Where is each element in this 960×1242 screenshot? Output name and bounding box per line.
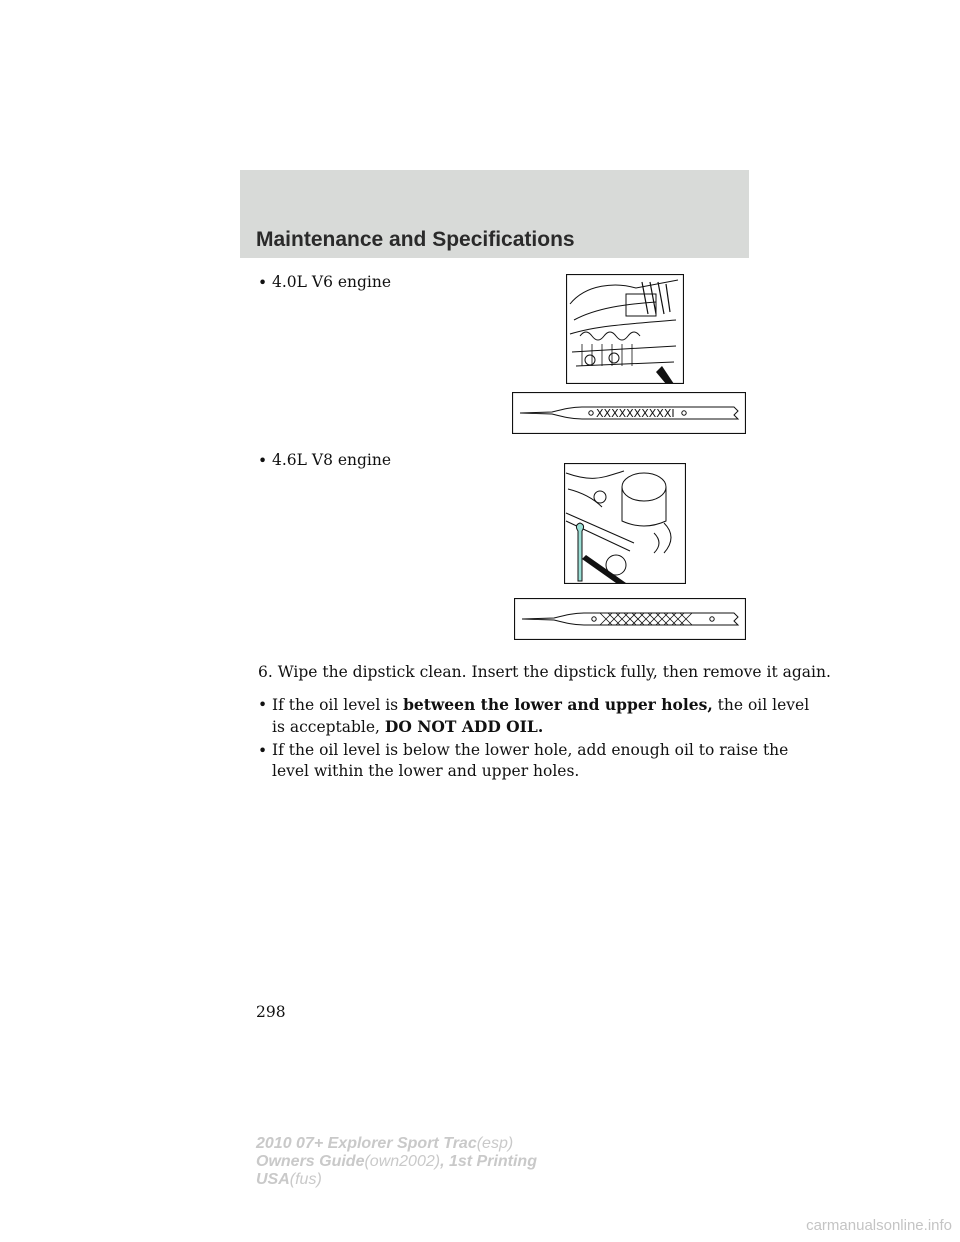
v8-engine-illustration bbox=[564, 463, 686, 584]
v8-dipstick-diagram bbox=[514, 598, 746, 640]
footer-market: USA bbox=[256, 1171, 290, 1188]
text-run: level within the lower and upper holes. bbox=[272, 762, 580, 780]
footer-guide: Owners Guide bbox=[256, 1153, 365, 1170]
text-run: the oil level bbox=[712, 696, 810, 714]
v6-dipstick-diagram bbox=[512, 392, 746, 434]
emphasis-text: between the lower and upper holes, bbox=[403, 695, 713, 714]
footer-code: (own2002) bbox=[364, 1153, 441, 1170]
watermark: carmanualsonline.info bbox=[806, 1217, 952, 1234]
emphasis-text: DO NOT ADD OIL. bbox=[384, 717, 544, 736]
v6-dipstick-marking: XXXXXXXXXXI bbox=[596, 407, 675, 420]
bullet-dot: • bbox=[258, 452, 268, 470]
bullet-dot: • bbox=[258, 274, 268, 292]
oil-level-low-text bbox=[272, 740, 788, 782]
oil-level-acceptable-text bbox=[272, 694, 809, 738]
footer-code: (fus) bbox=[289, 1171, 322, 1188]
bullet-dot: • bbox=[258, 696, 268, 714]
engine-label-v8: 4.6L V8 engine bbox=[272, 451, 392, 469]
document-footer bbox=[256, 1135, 537, 1189]
page-number: 298 bbox=[256, 1003, 286, 1021]
bullet-dot: • bbox=[258, 742, 268, 760]
engine-label-v6: 4.0L V6 engine bbox=[272, 273, 392, 291]
section-header bbox=[240, 170, 749, 258]
footer-printing: , 1st Printing bbox=[440, 1153, 537, 1170]
footer-model: 2010 07+ Explorer Sport Trac bbox=[256, 1135, 477, 1152]
footer-code: (esp) bbox=[476, 1135, 514, 1152]
step-6-text: 6. Wipe the dipstick clean. Insert the dipstick fully, then remove it again. bbox=[258, 663, 831, 681]
v6-engine-illustration bbox=[566, 274, 684, 384]
section-title: Maintenance and Specifications bbox=[256, 228, 575, 251]
text-run: If the oil level is below the lower hole, add enough oil to raise the bbox=[272, 741, 789, 759]
text-run: is acceptable, bbox=[272, 718, 385, 736]
text-run: If the oil level is bbox=[272, 696, 404, 714]
